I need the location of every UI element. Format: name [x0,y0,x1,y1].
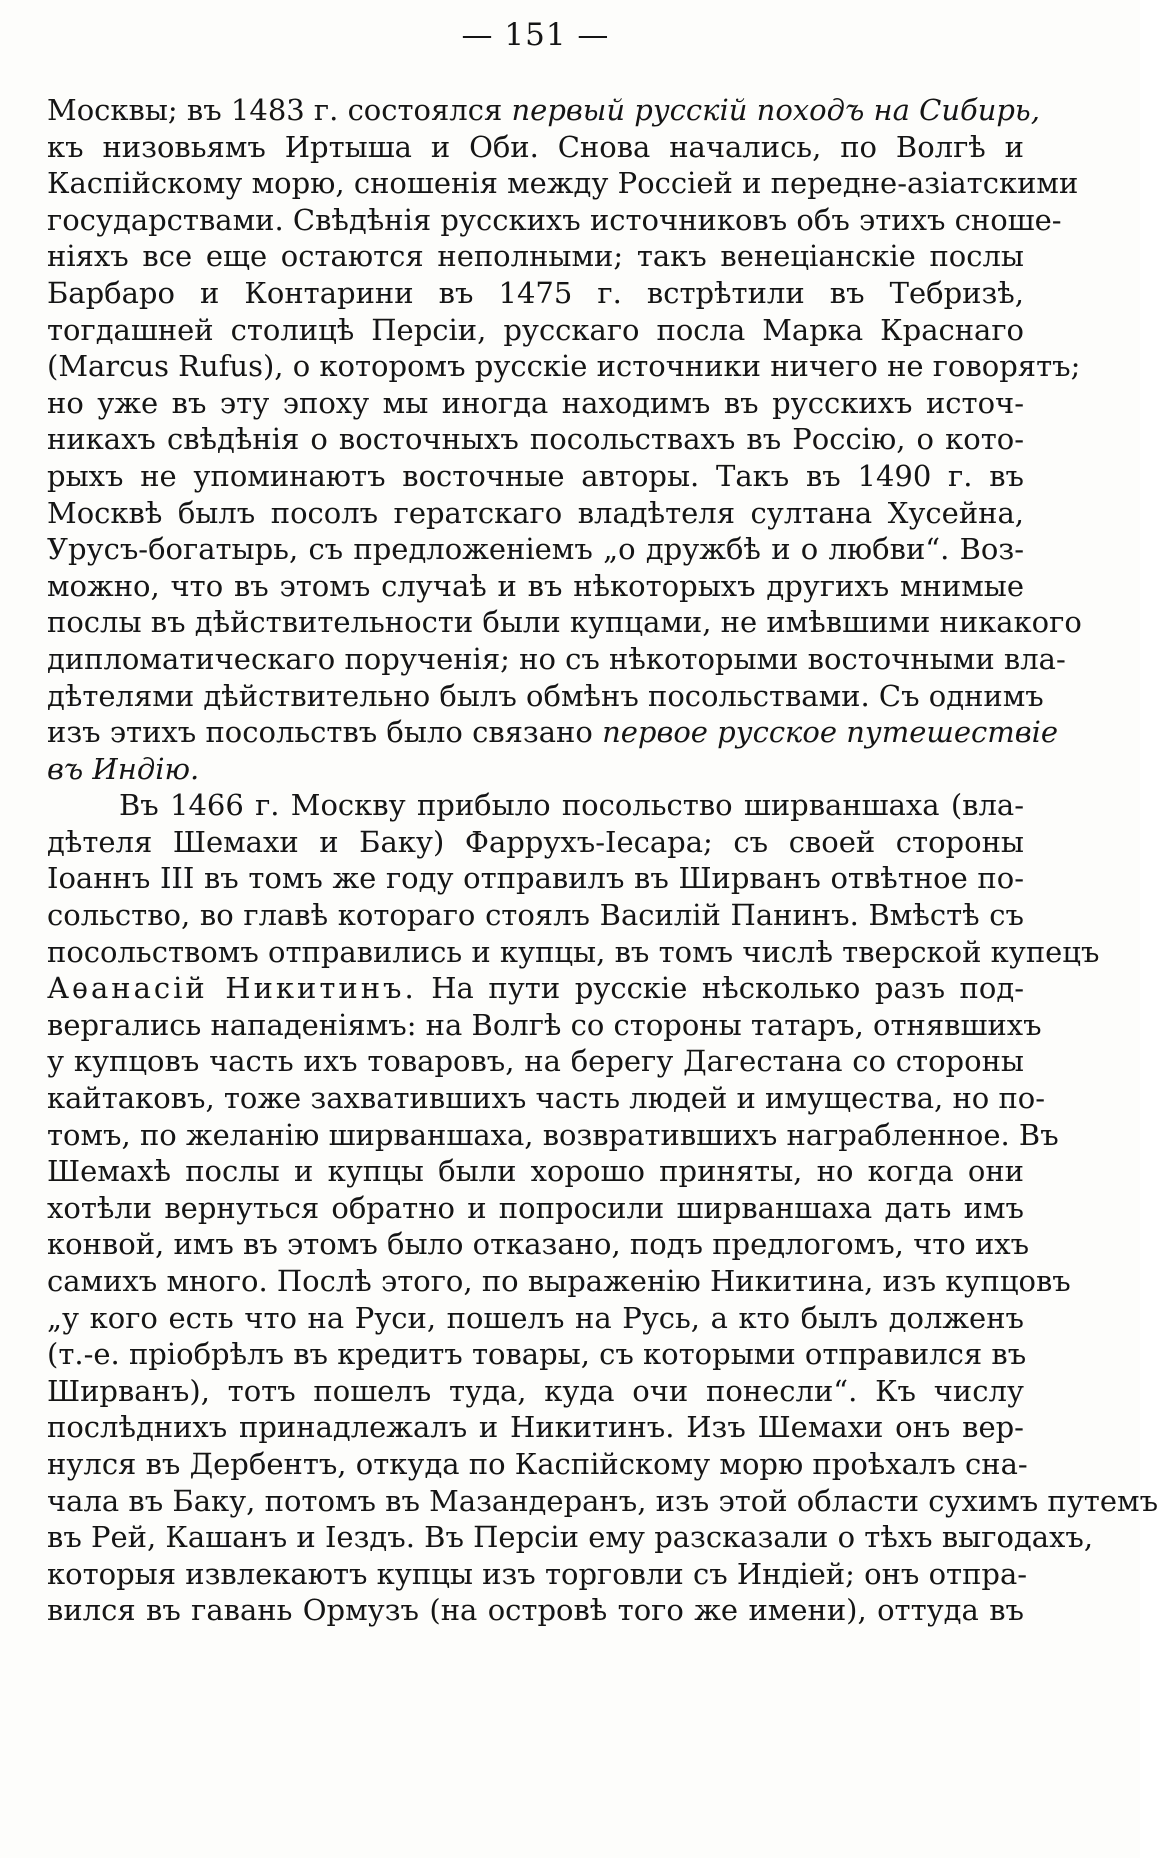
text-segment: дѣтелями дѣйствительно былъ обмѣнъ посольствами. Съ однимъ [47,678,1044,713]
text-segment: Урусъ-богатырь, съ предложеніемъ „о дружбѣ и о любви“. Воз- [47,532,1024,567]
text-segment: Шемахѣ послы и купцы были хорошо приняты, но когда они [47,1154,1024,1189]
text-line [47,202,1062,239]
text-line [47,641,1066,678]
page-number: — 151 — [461,17,610,53]
text-line [47,1043,1024,1080]
text-segment: вился въ гавань Ормузъ (на островѣ того же имени), оттуда въ [47,1593,1024,1628]
text-line [47,934,1100,971]
text-segment: (т.-е. пріобрѣлъ въ кредитъ товары, съ которыми отправился въ [47,1337,1027,1372]
text-segment: но уже въ эту эпоху мы иногда находимъ въ русскихъ источ- [47,385,1024,420]
text-segment: самихъ много. Послѣ этого, по выраженію Никитина, изъ купцовъ [47,1264,1071,1298]
text-line [47,568,1024,605]
text-segment: чала въ Баку, потомъ въ Мазандеранъ, изъ этой области сухимъ путемъ [47,1483,1158,1518]
text-segment: Каспійскому морю, сношенія между Россіей и передне-азіатскими [47,166,1079,201]
text-segment: Іоаннъ III въ томъ же году отправилъ въ Ширванъ отвѣтное по- [47,861,1024,896]
text-line [47,421,1024,458]
italic-text: первое русское путешествіе [602,715,1059,750]
text-line [47,1446,1028,1483]
text-line [47,275,1024,312]
text-line [47,1007,1042,1044]
text-line [47,1263,1071,1300]
text-segment: рыхъ не упоминаютъ восточные авторы. Такъ въ 1490 г. въ [47,458,1024,493]
text-segment: государствами. Свѣдѣнія русскихъ источниковъ объ этихъ сноше- [47,202,1062,237]
text-line [47,1556,1028,1593]
text-line [47,385,1024,422]
text-line [47,1519,1094,1556]
text-segment: сольство, во главѣ котораго стоялъ Василій Панинъ. Вмѣстѣ съ [47,898,1024,933]
text-segment: дѣтеля Шемахи и Баку) Фаррухъ-Іесара; съ своей стороны [47,824,1024,859]
italic-text: первый русскій походъ на Сибирь, [511,93,1040,127]
text-segment: Въ 1466 г. Москву прибыло посольство ширваншаха (вла- [119,788,1024,823]
text-line [47,312,1024,349]
text-segment: посольствомъ отправились и купцы, въ томъ числѣ тверской купецъ [47,934,1100,969]
text-line [47,1483,1158,1520]
text-line [47,1409,1024,1446]
text-line [47,714,1059,751]
italic-text: въ Индію. [47,751,200,786]
text-segment: у купцовъ часть ихъ товаровъ, на берегу Дагестана со стороны [47,1044,1024,1079]
text-line [47,970,1024,1007]
text-segment: изъ этихъ посольствъ было связано [47,715,603,750]
text-line [47,604,1082,641]
text-line [47,1117,1059,1154]
spaced-name: Аѳанасій Никитинъ. [47,971,417,1006]
text-line [47,458,1024,495]
text-line [47,238,1024,275]
text-segment: Барбаро и Контарини въ 1475 г. встрѣтили въ Тебризѣ, [47,275,1024,310]
text-line [47,1300,1024,1337]
text-segment: ніяхъ все еще остаются неполными; такъ венеціанскіе послы [47,239,1024,274]
text-line [47,165,1079,202]
text-segment: послы въ дѣйствительности были купцами, не имѣвшими никакого [47,605,1082,640]
text-segment: На пути русскіе нѣсколько разъ под- [416,971,1025,1006]
text-line [47,348,1081,385]
text-segment: хотѣли вернуться обратно и попросили ширваншаха дать имъ [47,1190,1024,1225]
text-segment: кайтаковъ, тоже захватившихъ часть людей и имущества, но по- [47,1081,1046,1116]
text-segment: Москвѣ былъ посолъ гератскаго владѣтеля султана Хусейна, [47,495,1024,530]
text-segment: вергались нападеніямъ: на Волгѣ со стороны татаръ, отнявшихъ [47,1007,1042,1042]
text-line [47,1190,1024,1227]
text-body [47,92,1158,1629]
text-segment: „у кого есть что на Руси, пошелъ на Русь, а кто былъ долженъ [47,1300,1024,1335]
text-segment: нулся въ Дербентъ, откуда по Каспійскому морю проѣхалъ сна- [47,1446,1028,1481]
text-line [47,751,1024,788]
text-line [47,1373,1024,1410]
text-line [47,678,1044,715]
text-segment: можно, что въ этомъ случаѣ и въ нѣкоторыхъ другихъ мнимые [47,568,1024,603]
text-line [47,1336,1027,1373]
text-line [47,860,1024,897]
text-segment: въ Рей, Кашанъ и Іездъ. Въ Персіи ему разсказали о тѣхъ выгодахъ, [47,1520,1094,1555]
text-segment: тогдашней столицѣ Персіи, русскаго посла Марка Краснаго [47,312,1024,347]
text-line [47,787,1024,824]
text-line [47,1592,1024,1629]
text-segment: Москвы; въ 1483 г. состоялся [47,93,512,127]
text-line [47,897,1024,934]
text-segment: (Marcus Rufus), о которомъ русскіе источники ничего не говорятъ; [47,349,1081,384]
text-line [47,531,1024,568]
text-segment: къ низовьямъ Иртыша и Оби. Снова начались, по Волгѣ и [47,129,1024,164]
text-segment: конвой, имъ въ этомъ было отказано, подъ предлогомъ, что ихъ [47,1227,1030,1262]
text-segment: Ширванъ), тотъ пошелъ туда, куда очи понесли“. Къ числу [47,1373,1024,1408]
text-line [47,1080,1046,1117]
text-segment: послѣднихъ принадлежалъ и Никитинъ. Изъ Шемахи онъ вер- [47,1410,1024,1445]
paragraph [47,92,1082,787]
text-line [47,495,1024,532]
text-segment: дипломатическаго порученія; но съ нѣкоторыми восточными вла- [47,641,1066,676]
text-line [47,1153,1024,1190]
text-line [47,824,1024,861]
text-line [47,92,1040,129]
text-line [47,1226,1030,1263]
text-line [47,129,1024,166]
paragraph [47,787,1158,1629]
text-segment: которыя извлекаютъ купцы изъ торговли съ Индіей; онъ отпра- [47,1556,1028,1591]
text-segment: томъ, по желанію ширваншаха, возвратившихъ награбленное. Въ [47,1117,1059,1152]
text-segment: никахъ свѣдѣнія о восточныхъ посольствахъ въ Россію, о кото- [47,422,1024,457]
